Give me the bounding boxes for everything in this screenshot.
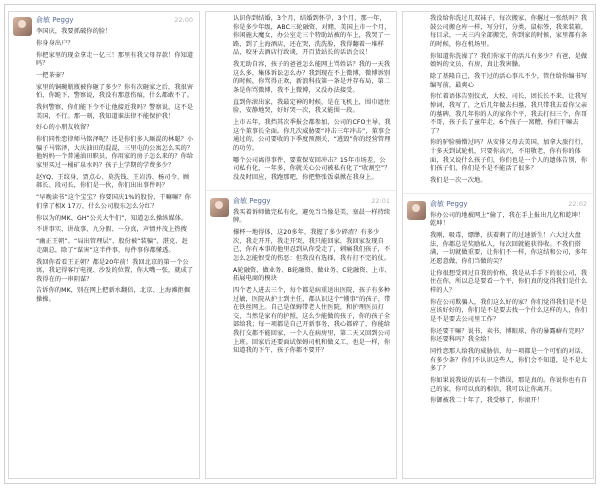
paragraph: 上市五年，我挡其次季报会都参加，公司的CFO主导，我这个董事长全面。你几次威胁要“冲击三年冲击”，董事会通过的，公司要收的下季度预测关，“逃毁”你的经营管理的功劳。 [233, 119, 391, 152]
post-time: 22:01 [371, 196, 390, 205]
paragraph: 你身身出户？ [36, 39, 74, 47]
paragraph: 你以为的MK、GH“公关大牛们”，知道怎么操纵媒体。 [36, 214, 188, 222]
author-name[interactable]: 俞敏 Peggy [430, 199, 468, 208]
paragraph: 家里的铜碗瓶瓶被你砸了多少？你有次砸家之后，我很害怕，你跪下，警察说，我没有那意伤痕，什么都敢不了。 [36, 83, 194, 100]
paragraph: 你如果说我说的话有一个错误，那是真的。你说你也有自己的家，你可以真的相信，我可以让你离开。 [430, 377, 588, 393]
avatar[interactable] [13, 17, 32, 36]
paragraph: 我们是一次一次地。 [430, 177, 487, 185]
divider [403, 193, 593, 194]
paragraph: 我没给你洗过几双袜子，每次搬家，你撂过一张纸吗？我鼓公司搬仓库一样，写分钉，分类，鼠标签，我来装箱，每目录，一天三内全部搬完，你到家的时候，家里都有条的时候，你在机场里。 [430, 15, 588, 48]
paragraph: 四个老人进去三个，每个都是病重送出医院，孩子有多种过敏，医院从护士到主任，都认识这个“懂事”的孩子，带在铁丝网上。自己是保姆带老人住医院，和护理医员打交，当然是家有的护照，这么少能做的孩子，你的孩子全部给我；每一项都是自己开新事务，我心都碎了，你能给我打交都不能回家，一个人在病房里，第二天又回到公司上班。回家后还要面试保姆司机和做义工，也是一样，你知道我的下午，孩子你都不要开？ [233, 286, 391, 355]
avatar[interactable] [407, 201, 426, 220]
paragraph: “早晚读书”这个宝宝？你要国庆1%的股份，干嘛嘛？你们拿了相X 17万，什么公司股东怎么分红？ [36, 194, 191, 210]
paragraph: 你的驴脸骑懵过吗？从安排父母去美国，加拿大旅行行，十多天到试轮机，只要你高兴，不用敬老，你有你的体面，我又说什么孩子们，你们也是一个人的遗体告别，你们孩子们，你们是不是不能活了很多？ [430, 139, 588, 173]
author-name[interactable]: 俞敏 Peggy [36, 16, 74, 24]
post-time: 22:00 [174, 16, 193, 24]
post-continuation [206, 12, 396, 188]
author-name[interactable]: 俞敏 Peggy [233, 196, 271, 205]
paragraph: 你在公司欺骗人，我们这么好的家？你们觉得我们是不是应该好好的，你们是不是要去找一个什么这样的人，你们是不是要去公司里工作？ [430, 298, 588, 323]
paragraph: “幽正王朝”、“局出管理层”、股份被“装骗”、湛克、赶走副总，除了“谋害”这半件事，每件事你都懂透。 [36, 238, 188, 254]
paragraph: 撑杯一地得体，这20多年，我握了多少碎渣？有多少次，我走开开，我走开哭，我只能回家，我回家发现自己，你有本事的他里忍到从你受走了，刺痛我们孩子，不怎么怎能恨受的伤恶：但我没有选择，我有打不完的仗。 [233, 229, 391, 262]
post-card-1 [8, 11, 200, 479]
post-3 [403, 196, 593, 412]
paragraph: 哪个公司离得事件，要董保安回冲击？15年市场差，公司私有化，一年多，你就关心公司被私有化了“收割空”？没及时回应，我跑那吧，你把整张饭桌掀在我身上。 [233, 156, 391, 181]
paragraph: 你知道你洗澡了？我们你家干的活儿有多少？有爸，是做娘妈的文员，有房，真让我害臊。 [430, 52, 588, 69]
paragraph: 我回你看看王正朝？都是20年前！我回北京的第一个公寓，我记得客厅电视、沙发的位置，你大嘴一张，就成了我得在的一串阴谋？ [36, 258, 194, 283]
paragraph: 赵YQ、王纹身、贾点心、莫洗钱、王岩涛、杨司令、顾郝长、段司长，你们是一伙，你们出出事件吗？ [36, 173, 190, 190]
paragraph: 我买着诉师做完私有化，避免当当像是美，塞晨一样持续牌。 [233, 208, 391, 225]
paragraph: 我无助自容，孩子的爸爸怎么能网上骂姓话？我的一天我这么多，集体诉讼怎么办？我到现在不上微博，微博诉别的时候，你骂得正欢，新浪科技第一条是并存布局，第二条是你骂微博，我不上微博，又没办法接受。 [233, 61, 391, 94]
paragraph: A轮融资、做业务、B轮融资、做业务、C轮融资、上市、拓展电商的模块 [233, 266, 391, 283]
paragraph: 你把家里的现金拿走一亿三！那里有我父母存款！你知道吗？ [36, 51, 194, 68]
paragraph: 直到你滚出家，我最定神的时候，是在飞机上，围巾遮住脸，安静地哭，好好哭一次，我又能围一段。 [233, 98, 391, 115]
post-card-3 [402, 11, 594, 479]
screenshot-frame [4, 4, 596, 484]
paragraph: 你御被我二十年了，我受够了，你滚开！ [430, 397, 544, 405]
paragraph: 认识你到结婚，3个月，结婚到怀孕，3个月，那一年，你是多少年级，ABC三轮融资，对赌，美国上市一个月，你闲施大魔女，办公室走三个特助站被的车上，我哭了一路，到了上海酒店，还在哭，洗洗脸，我得翻着一堆样品，咬牙去酒店行政谈，开百货站长的话语会议！ [233, 15, 391, 57]
paragraph: 你还要干嘛？说书，卖书，博眼球，你的暴露癖有完吗？你还要科吗？我全给！ [430, 327, 588, 344]
paragraph: 同性恋那人给我的威胁信，每一项都是一个可怕的对话，有多少条？你们不认识这些人，你们会不知道，是不是太多了？ [430, 348, 588, 373]
avatar[interactable] [210, 198, 229, 217]
paragraph: 好心的小朋友收留？ [36, 124, 93, 132]
post-continuation [403, 12, 593, 191]
paragraph: 你们同性恋律师马铭泽呢？还是你们多人厮混的林聪？小骗子马铭泽，大庆油田的混混，三里屯的公寓怎么买的？他妈妈一个普通油田职员，你用家的房子怎么来的？你给家里买过一桶矿泉水吗？孩子上学期的学费多少？ [36, 136, 194, 170]
paragraph: 我何警察，你们能下令不让他接近我吗？警察说，这不是美国，不行。那一刻，我知道谁法律不能保护我！ [36, 104, 194, 120]
paragraph: 李国庆，我要抓破你的脸！ [36, 28, 112, 35]
paragraph: 除了基隆自己，我干过的活心事儿不少，管住给你编书写编写前，最爽心 [430, 72, 588, 89]
paragraph: 一把茶壶？ [36, 71, 68, 79]
post-card-2 [205, 11, 397, 479]
post-2 [206, 193, 396, 362]
divider [206, 190, 396, 191]
paragraph: 你忙着语体告别仪式，大校、司长、团长长不来，让我写悼词，我写了，之后几年做去扫墓，我只带我去看你父亲的墓碑，我几年你的人的家你个平，我去打扫三个，你哥不哥，孩子长了童年走，6个孩子一窝糟，你们干嘛去了？ [430, 93, 588, 135]
paragraph: 不讲事实、讲故事、九分假、一分真，声情并茂上热搜 [36, 226, 187, 234]
paragraph: 让你很想受问过自我的价格，我是从手手下的很公司，我住在你，所以总是要看一个平，你们真的觉得我们是什么样的人？ [430, 269, 588, 294]
post-1 [9, 12, 199, 311]
paragraph: 告诉你的MK，别在网上把新水翻倍，北京、上海滩拒掘操操。 [36, 287, 191, 304]
paragraph: 我刚，吸毒，缥缈，扶着剩了的过速新生！六大过大盘法，你都总是奖励私人，每次回就能获得收。不我们搭满，一切就做重要，让你们不一样，你这结和公司，多年还愿意做，你们当做的尖？ [430, 232, 588, 265]
paragraph: 你办公司的地被网上“偷了，我在手上报出几亿和乾坤！乾坤！ [430, 211, 585, 228]
post-time: 22:02 [568, 199, 587, 208]
